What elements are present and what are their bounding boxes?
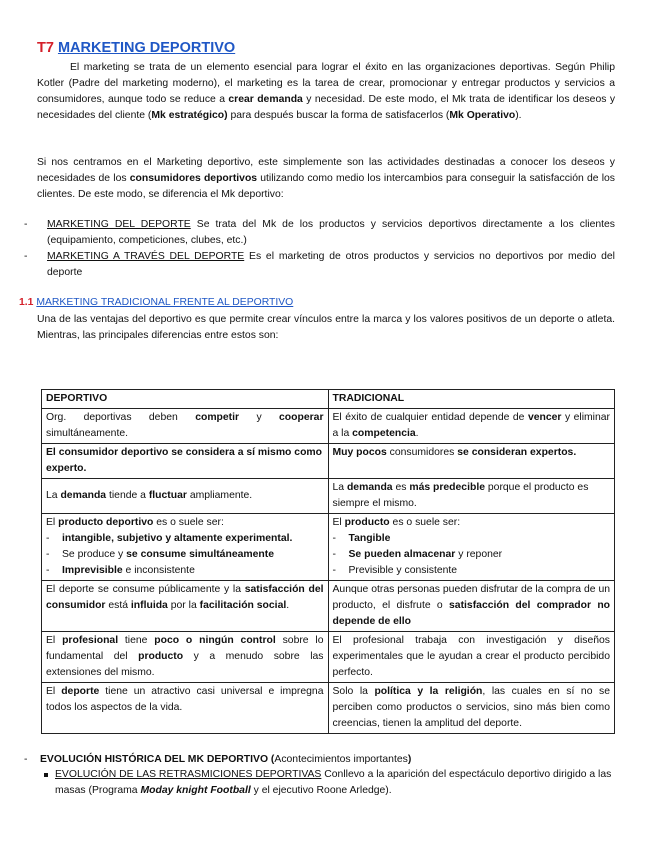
para2-text-1: Si nos centramos en el Marketing deportivo, este simplemente son las actividades destinadas a conocer los deseos y necesidades de los [37,157,615,184]
table-row [42,479,615,514]
list-item: - Se pueden almacenar y reponer [333,547,611,563]
header-tradicional: TRADICIONAL [328,390,615,409]
page-title [37,40,235,56]
bullet-dash: - [24,251,28,262]
bullet-text: Se trata del Mk de los productos y servicios deportivos directamente a los clientes (equipamiento, competiciones, clubes, etc.) [47,219,615,246]
cell-tradicional: Muy pocos consumidores se consideran expertos. [328,444,615,479]
evolution-dash: - [24,754,28,765]
cell-tradicional: El profesional trabaja con investigación y diseños experimentales que le ayudan a crear el producto percibido perfecto. [328,632,615,683]
table-row [42,514,615,581]
para2-text-2: utilizando como medio los intercambios para conseguir la satisfacción de los clientes. De este modo, se diferencia el Mk deportivo: [37,173,615,200]
evolution-item-label: EVOLUCIÓN DE LAS RETRASMICIONES DEPORTIVAS [55,769,322,780]
cell-tradicional: El éxito de cualquier entidad depende de vencer y eliminar a la competencia. [328,409,615,444]
bullet-label: MARKETING A TRAVÉS DEL DEPORTE [47,251,245,262]
section-title: MARKETING TRADICIONAL FRENTE AL DEPORTIVO [36,297,294,308]
section-heading [19,297,293,308]
table-header-row [42,390,615,409]
cell-tradicional: Aunque otras personas pueden disfrutar de la compra de un producto, el disfrute o satisfacción del comprador no depende de ello [328,581,615,632]
list-item: - Previsible y consistente [333,563,611,579]
bullet-marketing-a-traves-del-deporte [47,249,615,281]
title-number: T7 [37,40,54,56]
program-name: Moday knight Football [140,785,251,796]
square-bullet-icon [44,773,48,777]
list-item: - Imprevisible e inconsistente [46,563,324,579]
table-row [42,409,615,444]
intro-text-2: y necesidad. De este modo, el Mk trata de identificar los deseos y necesidades del cliente ( [37,94,616,121]
evolution-item: EVOLUCIÓN DE LAS RETRASMICIONES DEPORTIVAS Conllevo a la aparición del espectáculo deportivo dirigido a las masas (Programa Moday knight Football y el ejecutivo Roone Arledge). [55,769,612,796]
bullet-text: Es el marketing de otros productos y servicios no deportivos por medio del deporte [47,251,615,278]
list-item: - Tangible [333,531,611,547]
intro-text-1: El marketing se trata de un elemento esencial para lograr el éxito en las organizaciones deportivas. Según Philip Kotler (Padre del marketing moderno), el marketing es la tarea de crear, promocionar y entregar productos y servicios a consumidores, aunque todo se reduce a [37,62,615,105]
list-item: - Se produce y se consume simultáneamente [46,547,324,563]
cell-tradicional: El producto es o suele ser: - Tangible - Se pueden almacenar y reponer - Previsible y consistente [328,514,615,581]
table-row [42,444,615,479]
cell-deportivo: El deporte tiene un atractivo casi universal e impregna todos los aspectos de la vida. [42,683,329,734]
sport-marketing-paragraph [37,155,615,203]
intro-paragraph [37,60,615,124]
bullet-dash: - [24,219,28,230]
comparison-table [41,389,615,734]
cell-deportivo: El producto deportivo es o suele ser: - intangible, subjetivo y altamente experimental. - Se produce y se consume simultáneamente - Imprevisible e inconsistente [42,514,329,581]
header-deportivo: DEPORTIVO [42,390,329,409]
cell-deportivo: El deporte se consume públicamente y la satisfacción del consumidor está influida por la facilitación social. [42,581,329,632]
intro-bold-3: Mk Operativo [449,110,516,121]
cell-tradicional: La demanda es más predecible porque el producto es siempre el mismo. [328,479,615,514]
cell-deportivo: El profesional tiene poco o ningún control sobre lo fundamental del producto y a menudo sobre las extensiones del mismo. [42,632,329,683]
intro-bold-2: Mk estratégico) [151,110,228,121]
cell-deportivo: Org. deportivas deben competir y cooperar simultáneamente. [42,409,329,444]
list-item: - intangible, subjetivo y altamente experimental. [46,531,324,547]
cell-deportivo: La demanda tiende a fluctuar ampliamente. [42,479,329,514]
bullet-marketing-del-deporte [47,217,615,249]
bullet-label: MARKETING DEL DEPORTE [47,219,191,230]
para2-bold-1: consumidores deportivos [129,173,258,184]
title-text: MARKETING DEPORTIVO [57,40,236,56]
cell-deportivo: El consumidor deportivo se considera a sí mismo como experto. [42,444,329,479]
cell-tradicional: Solo la política y la religión, las cuales en sí no se perciben como productos o servicios, sino más bien como creencias, tienen la amplitud del deporte. [328,683,615,734]
table-row [42,632,615,683]
intro-bold-1: crear demanda [228,94,303,105]
intro-text-4: ). [515,110,522,121]
table-row [42,683,615,734]
evolution-subtitle: Acontecimientos importantes [274,754,408,765]
section-number: 1.1 [19,297,34,308]
evolution-heading: EVOLUCIÓN HISTÓRICA DEL MK DEPORTIVO (Acontecimientos importantes) [40,754,412,765]
intro-text-3: para después buscar la forma de satisfacerlos ( [227,110,450,121]
evolution-title: EVOLUCIÓN HISTÓRICA DEL MK DEPORTIVO ( [40,754,275,765]
section-intro: Una de las ventajas del deportivo es que permite crear vínculos entre la marca y los valores positivos de un deporte o atleta. Mientras, las principales diferencias entre estos son: [37,314,615,341]
table-row [42,581,615,632]
